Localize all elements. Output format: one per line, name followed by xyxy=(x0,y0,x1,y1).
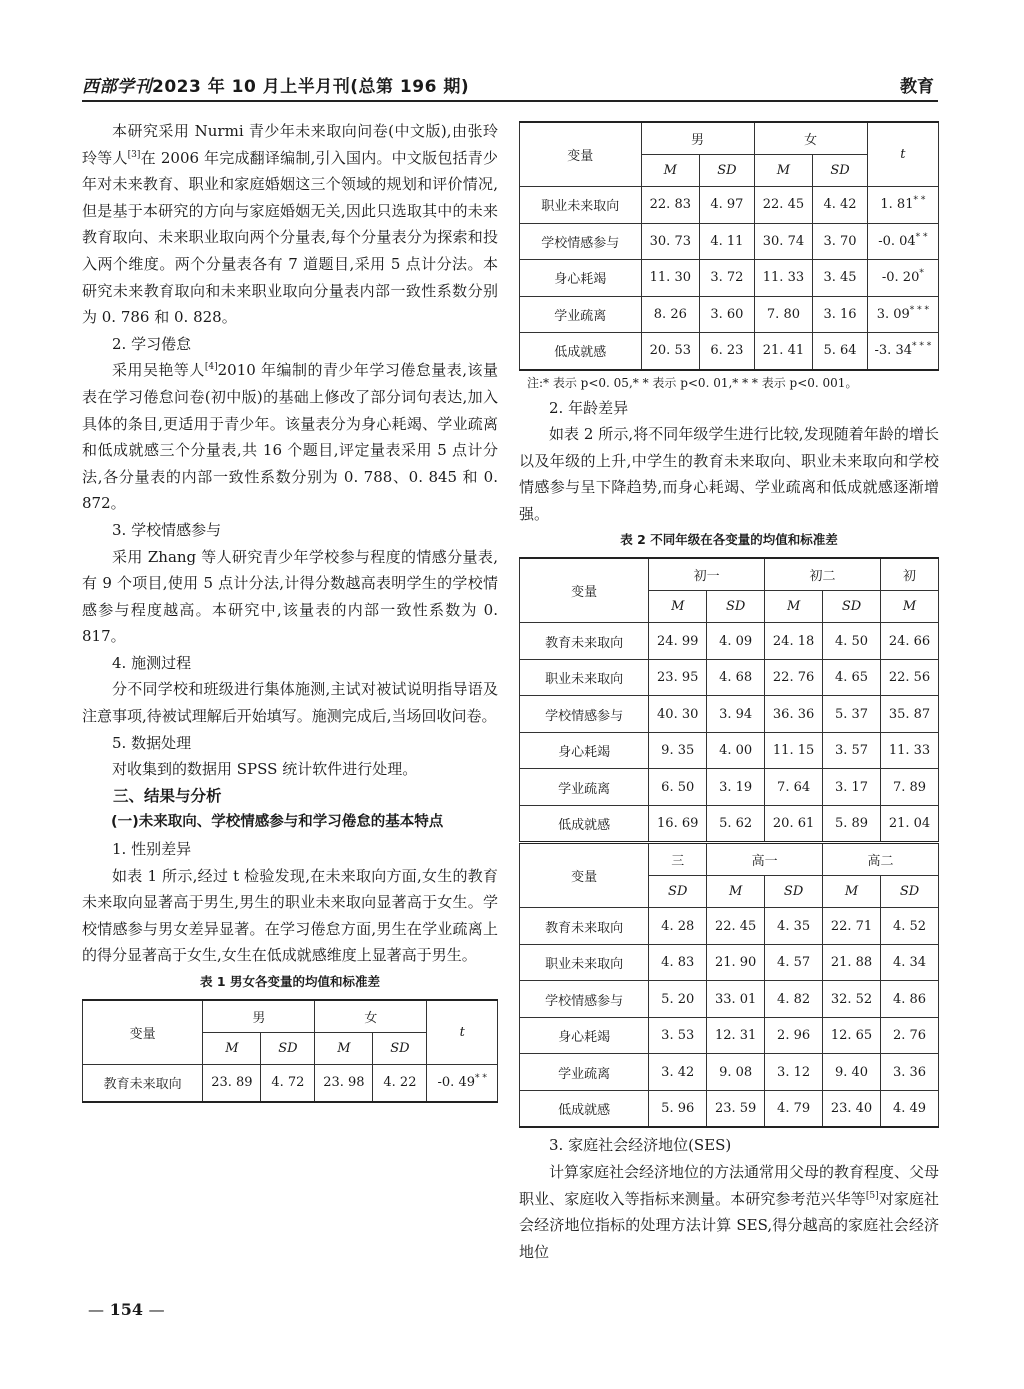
t2-header-variable-top: 变量 xyxy=(520,558,649,623)
t1a-header-t: t xyxy=(427,1000,498,1065)
t2-header-grade4: 高一 xyxy=(707,843,823,876)
t2-header-grade2: 初二 xyxy=(765,558,881,591)
paragraph-age-difference: 如表 2 所示,将不同年级学生进行比较,发现随着年龄的增长以及年级的上升,中学生的教育未来取向、职业未来取向和学校情感参与呈下降趋势,而身心耗竭、学业疏离和低成就感逐渐增强。 xyxy=(519,425,939,523)
table-row: 身心耗竭 9. 35 4. 00 11. 15 3. 57 11. 33 xyxy=(520,732,939,769)
paragraph-data-processing: 对收集到的数据用 SPSS 统计软件进行处理。 xyxy=(112,760,418,779)
heading-age-difference: 2. 年龄差异 xyxy=(549,398,629,417)
heading-results: 三、结果与分析 xyxy=(113,786,222,805)
paragraph-gender-difference: 如表 1 所示,经过 t 检验发现,在未来取向方面,女生的教育未来取向显著高于男生,男生的职业未来取向显著高于女生。学校情感参与男女差异显著。在学习倦怠方面,男生在学业疏离上的得分显著高于女生,女生在低成就感维度上显著高于男生。 xyxy=(82,866,498,965)
t1a-header-male: 男 xyxy=(203,1000,315,1033)
table1-part2: 变量 男 女 t M SD M SD 职业未来取向 22. 83 4. 97 22. 45 4. 42 1. 81* * 学校情感参与 30. 73 4. 11 30. 74 3. 70 -0. 04* * 身心耗竭 11. 30 3. 72 11. 33 3. 45 -0. 20* 学业疏离 8. 26 3. 60 7. 80 3. 16 3. 09* * * 低成就感 20. 53 6. 23 21. 41 5. 64 -3. 34* * * xyxy=(519,121,939,371)
journal-title xyxy=(82,72,469,97)
table-row: 学业疏离 3. 42 9. 08 3. 12 9. 40 3. 36 xyxy=(520,1054,939,1091)
t1a-header-sd-male: SD xyxy=(261,1033,315,1065)
table2: 变量 初一 初二 初 M SD M SD M 教育未来取向 24. 99 4. 09 24. 18 4. 50 24. 66 职业未来取向 23. 95 4. 68 22. 76 4. 65 22. 56 学校情感参与 40. 30 3. 94 36. 36 5. 37 35. 87 身心耗竭 9. 35 4. 00 11. 15 3. 57 11. 33 学业疏离 6. 50 3. 19 7. 64 3. 17 7. 89 低成就感 16. 69 5. 62 20. 61 5. 89 21. 04 变量 三 高一 高二 SD M SD M SD 教育未来取向 4. 28 22. 45 4. 35 22. 71 4. 52 职业未来取向 4. 83 21. 90 4. 57 21. 88 4. 34 学校情感参与 5. 20 33. 01 4. 82 32. 52 4. 86 身心耗竭 3. 53 12. 31 2. 96 12. 65 2. 76 学业疏离 3. 42 9. 08 3. 12 9. 40 3. 36 低成就感 5. 96 23. 59 4. 79 23. 40 4. 49 xyxy=(519,557,939,1128)
table2-caption: 表 2 不同年级在各变量的均值和标准差 xyxy=(620,532,838,548)
t1b-header-male: 男 xyxy=(641,122,754,155)
page-footer xyxy=(88,1300,165,1319)
table1-part1 xyxy=(82,999,498,1103)
heading-basic-features: (一)未来取向、学校情感参与和学习倦怠的基本特点 xyxy=(111,814,444,831)
heading-gender-difference: 1. 性别差异 xyxy=(112,840,192,859)
journal-logo: 西部学刊 xyxy=(82,77,152,97)
journal-issue: 2023 年 10 月上半月刊(总第 196 期) xyxy=(152,77,470,97)
t2-header-variable-bottom: 变量 xyxy=(520,843,649,908)
right-column xyxy=(519,121,939,1265)
table-row: 低成就感 20. 53 6. 23 21. 41 5. 64 -3. 34* * * xyxy=(520,333,939,370)
t2-header-grade5: 高二 xyxy=(823,843,939,876)
table-row: 职业未来取向 23. 95 4. 68 22. 76 4. 65 22. 56 xyxy=(520,659,939,696)
left-column xyxy=(82,118,498,1103)
citation-4: [4] xyxy=(204,362,218,373)
table-row: 教育未来取向 24. 99 4. 09 24. 18 4. 50 24. 66 xyxy=(520,623,939,660)
table-row: 教育未来取向 4. 28 22. 45 4. 35 22. 71 4. 52 xyxy=(520,908,939,945)
paragraph-procedure: 分不同学校和班级进行集体施测,主试对被试说明指导语及注意事项,待被试理解后开始填写。施测完成后,当场回收问卷。 xyxy=(82,680,498,726)
heading-learning-burnout: 2. 学习倦怠 xyxy=(112,334,192,353)
footer-dash-right: — xyxy=(148,1300,165,1319)
t2-header-grade1: 初一 xyxy=(649,558,765,591)
table-row: 学校情感参与 30. 73 4. 11 30. 74 3. 70 -0. 04* * xyxy=(520,223,939,260)
table-row: 身心耗竭 3. 53 12. 31 2. 96 12. 65 2. 76 xyxy=(520,1017,939,1054)
table-row: 低成就感 5. 96 23. 59 4. 79 23. 40 4. 49 xyxy=(520,1090,939,1127)
table-row: 学业疏离 6. 50 3. 19 7. 64 3. 17 7. 89 xyxy=(520,769,939,806)
page-header xyxy=(82,70,938,102)
table-row: 学校情感参与 5. 20 33. 01 4. 82 32. 52 4. 86 xyxy=(520,981,939,1018)
t1b-header-t: t xyxy=(867,122,938,187)
t1a-header-sd-female: SD xyxy=(373,1033,427,1065)
page-number: 154 xyxy=(109,1300,143,1319)
table-row: 低成就感 16. 69 5. 62 20. 61 5. 89 21. 04 xyxy=(520,805,939,843)
table1-note: 注:* 表示 p<0. 05,* * 表示 p<0. 01,* * * 表示 p<0. 001。 xyxy=(527,375,858,390)
paragraph-learning-burnout: 采用吴艳等人[4]2010 年编制的青少年学习倦怠量表,该量表在学习倦怠问卷(初中版)的基础上修改了部分词句表达,加入具体的条目,更适用于青少年。该量表分为身心耗竭、学业疏离和低成就感三个分量表,共 16 个题目,评定量表采用 5 点计分法,各分量表的内部一致性系数分别为 0. 788、0. 845 和 0. 872。 xyxy=(82,361,498,513)
t1a-header-m-female: M xyxy=(315,1033,373,1065)
t1b-header-variable: 变量 xyxy=(520,122,642,187)
t1a-header-female: 女 xyxy=(315,1000,427,1033)
citation-3: [3] xyxy=(127,149,141,160)
table1-caption: 表 1 男女各变量的均值和标准差 xyxy=(200,974,380,989)
t1a-header-m-male: M xyxy=(203,1033,261,1065)
t2-header-grade3-part: 初 xyxy=(881,558,939,591)
paragraph-future-orientation: 本研究采用 Nurmi 青少年未来取向问卷(中文版),由张玲玲等人[3]在 2006 年完成翻译编制,引入国内。中文版包括青少年对未来教育、职业和家庭婚姻这三个领域的规划和评价情况,但是基于本研究的方向与家庭婚姻无关,因此只选取其中的未来教育取向、未来职业取向两个分量表,每个分量表分为探索和投入两个维度。两个分量表各有 7 道题目,采用 5 点计分法。本研究未来教育取向和未来职业取向分量表内部一致性系数分别为 0. 786 和 0. 828。 xyxy=(82,122,498,327)
t1a-header-variable: 变量 xyxy=(83,1000,203,1065)
heading-ses: 3. 家庭社会经济地位(SES) xyxy=(549,1136,732,1155)
heading-school-engagement: 3. 学校情感参与 xyxy=(112,520,222,539)
heading-data-processing: 5. 数据处理 xyxy=(112,733,192,752)
paragraph-ses: 计算家庭社会经济地位的方法通常用父母的教育程度、父母职业、家庭收入等指标来测量。本研究参考范兴华等[5]对家庭社会经济地位指标的处理方法计算 SES,得分越高的家庭社会经济地位 xyxy=(519,1163,940,1261)
table-row: 职业未来取向 22. 83 4. 97 22. 45 4. 42 1. 81* * xyxy=(520,187,939,224)
paragraph-school-engagement: 采用 Zhang 等人研究青少年学校参与程度的情感分量表,有 9 个项目,使用 5 点计分法,计得分数越高表明学生的学校情感参与程度越高。本研究中,该量表的内部一致性系数为 0. 817。 xyxy=(82,547,498,646)
citation-5: [5] xyxy=(865,1190,879,1201)
t1b-header-female: 女 xyxy=(754,122,867,155)
heading-procedure: 4. 施测过程 xyxy=(112,653,192,672)
table-row: 学校情感参与 40. 30 3. 94 36. 36 5. 37 35. 87 xyxy=(520,696,939,733)
table-row: 身心耗竭 11. 30 3. 72 11. 33 3. 45 -0. 20* xyxy=(520,260,939,297)
table-row: 学业疏离 8. 26 3. 60 7. 80 3. 16 3. 09* * * xyxy=(520,296,939,333)
table-row: 职业未来取向 4. 83 21. 90 4. 57 21. 88 4. 34 xyxy=(520,944,939,981)
table-row: 教育未来取向 23. 89 4. 72 23. 98 4. 22 -0. 49* * xyxy=(83,1065,498,1102)
t2-header-grade3-rest: 三 xyxy=(649,843,707,876)
section-label: 教育 xyxy=(900,77,934,97)
footer-dash-left: — xyxy=(88,1300,104,1319)
